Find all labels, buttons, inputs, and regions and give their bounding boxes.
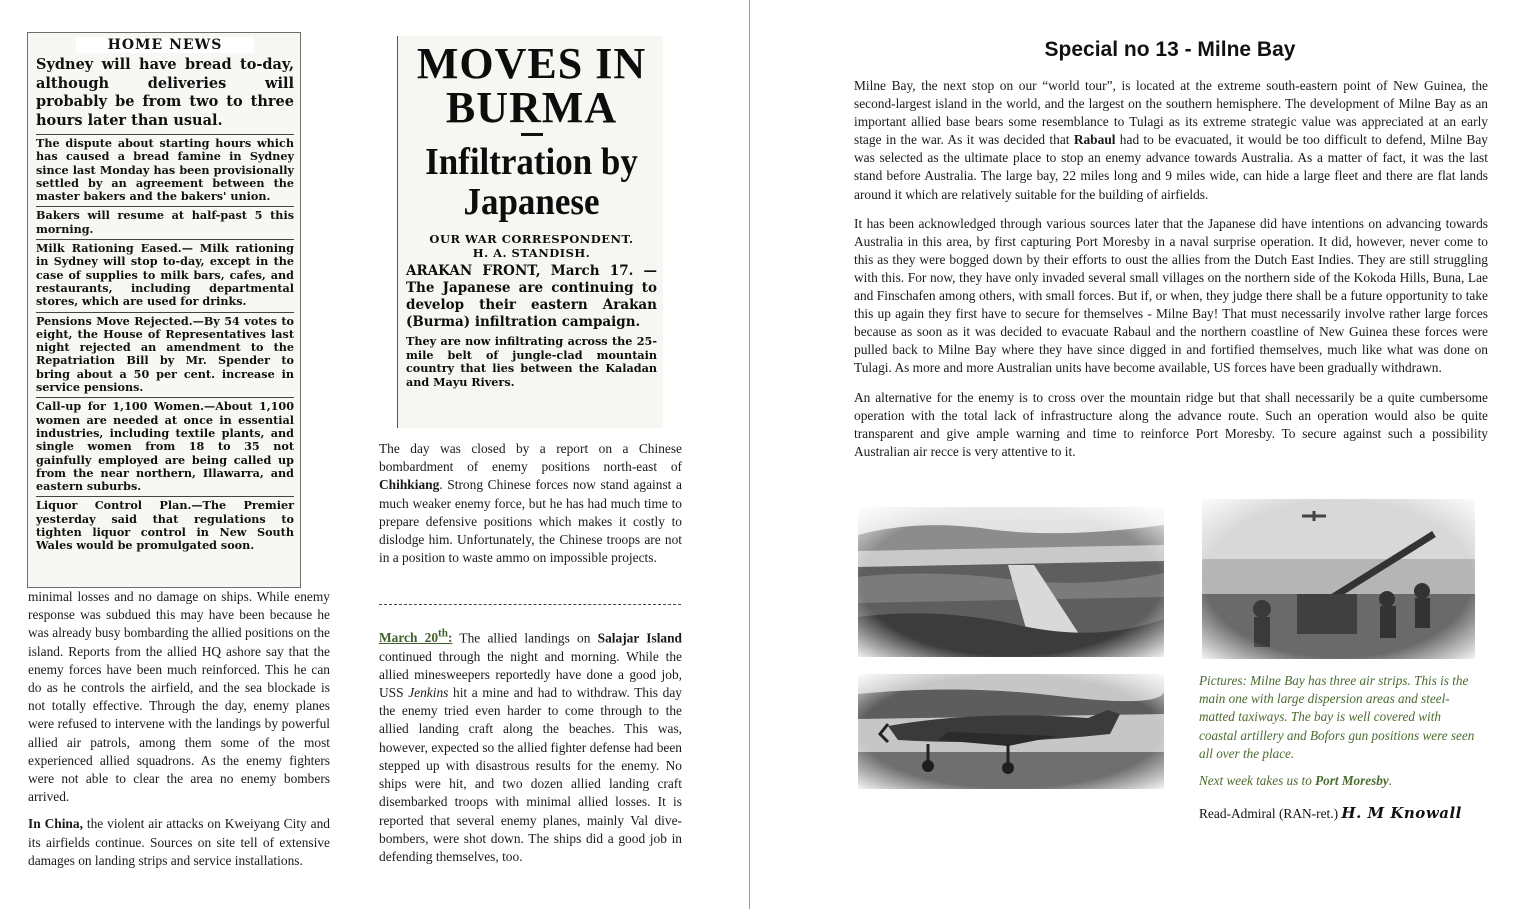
bofors-gun-photo bbox=[1202, 499, 1475, 659]
signature bbox=[1199, 804, 1462, 822]
paragraph bbox=[854, 77, 1488, 204]
burma-subheadline: Infiltration by Japanese bbox=[425, 141, 638, 223]
paragraph bbox=[379, 625, 682, 866]
signature-prefix: Read-Admiral (RAN-ret.) bbox=[1199, 806, 1342, 821]
paragraph bbox=[28, 815, 330, 870]
home-news-item bbox=[36, 134, 294, 206]
middle-column-dated-text bbox=[379, 625, 682, 875]
special-article-text bbox=[854, 77, 1488, 472]
paragraph-text: the violent air attacks on Kweiyang City and its airfields continue. Sources on site tell of extensive damages on landing strips and service installations. bbox=[28, 816, 330, 868]
paragraph-text: continued through the night and morning. While the allied minesweepers reportedly have done a good job, USS bbox=[379, 648, 682, 701]
paragraph: It has been acknowledged through various sources later that the Japanese did have intentions on advancing towards Australia in this area, by first capturing Port Moresby in a naval surprise operation. It did, however, never come to this as they were bogged down by their efforts to oust the allies from the Dutch East Indies. They are still struggling with this. For now, they have only invaded several small villages on the northern side of the Kokoda Hills, Buna, Lae and Finschafen among others, with small forces. But if, or when, they judge there shall be a future opportunity to take this up again they first have to secure for themselves - Milne Bay! That must necessarily involve rather large forces because as soon as it was decided to evacuate Rabaul and the northern coastline of New Guinea these forces were pulled back to Milne Bay where they have since digged in and fortified themselves, much like what was done on Tulagi. As more and more Australian units have become available, US forces have been gradually withdrawn. bbox=[854, 215, 1488, 376]
burma-headline: MOVES IN BURMA bbox=[416, 39, 647, 132]
paragraph-text: had to be evacuated, it would be too difficult to defend, Milne Bay was selected as the ultimate place to stop an enemy advance towards Australia. As a matter of fact, it was the last stand before Australia. The large bay, 22 miles long and 9 miles wide, can hide a large fleet and there are flat lands around it which are relatively suitable for the building of airfields. bbox=[854, 132, 1488, 202]
photo-caption bbox=[1199, 672, 1479, 799]
date-label-text: March 20 bbox=[379, 630, 439, 646]
home-news-item-text: —About 1,100 women are needed at once in essential industries, including textile plants, and single women from 18 to 35 not gainfully employed are being called up from the near northern, Illawarra, and eastern suburbs. bbox=[36, 399, 294, 494]
burma-dateline: ARAKAN FRONT, March 17. —The Japanese are continuing to develop their eastern Arakan (Burma) infiltration campaign. bbox=[406, 263, 657, 330]
paragraph-lead: In China, bbox=[28, 816, 83, 832]
page-title: Special no 13 - Milne Bay bbox=[1044, 38, 1296, 61]
fighter-aircraft-photo bbox=[858, 674, 1164, 789]
next-week-end: . bbox=[1388, 773, 1393, 789]
place-name: Port Moresby bbox=[1315, 773, 1389, 789]
home-news-heading: HOME NEWS bbox=[76, 37, 254, 53]
home-news-lead: Sydney will have bread to-day, although deliveries will probably be from two to three hours later than usual. bbox=[36, 56, 294, 129]
home-news-item-label: Call-up for 1,100 Women. bbox=[36, 399, 205, 414]
home-news-item-text: The dispute about starting hours which has caused a bread famine in Sydney since last Monday has been provisionally settled by an agreement between the master bakers and the bakers' union. bbox=[36, 136, 294, 204]
paragraph-text: Milne Bay, the next stop on our “world tour”, is located at the extreme south-eastern point of New Guinea, the second-largest island in the world, and the largest on the southern hemisphere. The development of Milne Bay as an important allied base bears some resemblance to Tulagi as its extreme strategic value was appreciated at an early stage in the war. As it was decided that bbox=[854, 78, 1488, 148]
paragraph: An alternative for the enemy is to cross over the mountain ridge but that shall necessarily be a quite cumbersome operation with the total lack of infrastructure along the advance route. Such an operation would also be quite transparent and give ample warning and time to reinforce Port Moresby. To secure against such a possibility Australian air recce is very attentive to it. bbox=[854, 389, 1488, 459]
home-news-item-text: —By 54 votes to eight, the House of Representatives last night rejected an amendment to the Repatriation Bill by Mr. Spender to bring about a 50 per cent. increase in service pensions. bbox=[36, 313, 294, 395]
burma-clipping bbox=[397, 36, 663, 428]
date-label-suffix: th bbox=[438, 628, 448, 640]
paragraph-text: hit a mine and had to withdraw. This day the enemy tried even harder to come through to the allied landing craft along the beaches. This was, however, expected so the allied fighter defense had been stepped up with disastrous results for the enemy. No ships were hit, and two dozen allied landing craft disembarked troops with minimal allied losses. It is reported that several enemy planes, mainly Val dive-bombers, were shot down. The ships did a good job in defending themselves, too. bbox=[379, 685, 682, 864]
left-column-text bbox=[28, 588, 330, 879]
home-news-item-text: — Milk rationing in Sydney will stop to-day, except in the case of supplies to milk bars, cafes, and restaurants, including departmental stores, which are used for drinks. bbox=[36, 241, 294, 309]
date-label-colon: : bbox=[447, 630, 453, 646]
dashed-separator bbox=[379, 604, 681, 605]
home-news-item bbox=[36, 397, 294, 496]
caption-text: Pictures: Milne Bay has three air strips. This is the main one with large dispersion areas and steel-matted taxiways. The bay is well covered with coastal artillery and Bofors gun positions were seen all over the place. bbox=[1199, 673, 1475, 761]
paragraph bbox=[379, 440, 682, 567]
next-week-text bbox=[1199, 772, 1479, 790]
byline-line: OUR WAR CORRESPONDENT. bbox=[429, 232, 634, 246]
date-label bbox=[379, 630, 452, 645]
home-news-clipping bbox=[27, 32, 301, 588]
home-news-item-text: Bakers will resume at half-past 5 this morning. bbox=[36, 208, 294, 236]
paragraph-text: The day was closed by a report on a Chinese bombardment of enemy positions north-east of bbox=[379, 441, 682, 475]
headline-rule bbox=[521, 133, 543, 136]
airstrip-photo bbox=[858, 507, 1164, 657]
ship-name: Jenkins bbox=[408, 685, 449, 701]
place-name: Rabaul bbox=[1073, 132, 1116, 148]
paragraph-text: The allied landings on bbox=[452, 630, 598, 646]
home-news-item-label: Pensions Move Rejected. bbox=[36, 313, 193, 328]
home-news-item bbox=[36, 239, 294, 311]
place-name: Salajar Island bbox=[597, 630, 683, 646]
place-name: Chihkiang bbox=[379, 477, 440, 493]
paragraph: minimal losses and no damage on ships. While enemy response was subdued this may have been because he was already busy bombarding the allied positions on the island. Reports from the allied HQ ashore say that the enemy forces have been much reinforced. This he can do as he controls the airfield, and the sea blockade is not totally effective. Through the day, enemy planes were refused to intervene with the landings by powerful allied air patrols, among them some of the most experienced allied squadrons. As the enemy fighters were not able to clear the area no enemy bombers arrived. bbox=[28, 589, 330, 805]
burma-body: They are now infiltrating across the 25-mile belt of jungle-clad mountain country that lies between the Kaladan and Mayu Rivers. bbox=[406, 334, 657, 389]
home-news-item-label: Liquor Control Plan. bbox=[36, 498, 192, 513]
signature-name: H. M Knowall bbox=[1341, 804, 1462, 822]
home-news-item-text: —The Premier yesterday said that regulations to tighten liquor control in New South Wales would be promulgated soon. bbox=[36, 498, 295, 553]
home-news-item bbox=[36, 496, 294, 555]
paragraph-text: . Strong Chinese forces now stand against a much weaker enemy force, but he has had much time to prepare defensive positions which makes it costly to dislodge him. Unfortunately, the Chinese troops are not in a position to waste ammo on impossible projects. bbox=[379, 477, 682, 566]
middle-column-text bbox=[379, 440, 682, 576]
home-news-item bbox=[36, 206, 294, 239]
burma-byline bbox=[406, 232, 657, 260]
page-divider bbox=[749, 0, 750, 909]
home-news-item-label: Milk Rationing Eased. bbox=[36, 241, 182, 256]
byline-line: H. A. STANDISH. bbox=[472, 246, 591, 260]
home-news-item bbox=[36, 312, 294, 398]
next-week-lead: Next week takes us to bbox=[1199, 773, 1316, 789]
